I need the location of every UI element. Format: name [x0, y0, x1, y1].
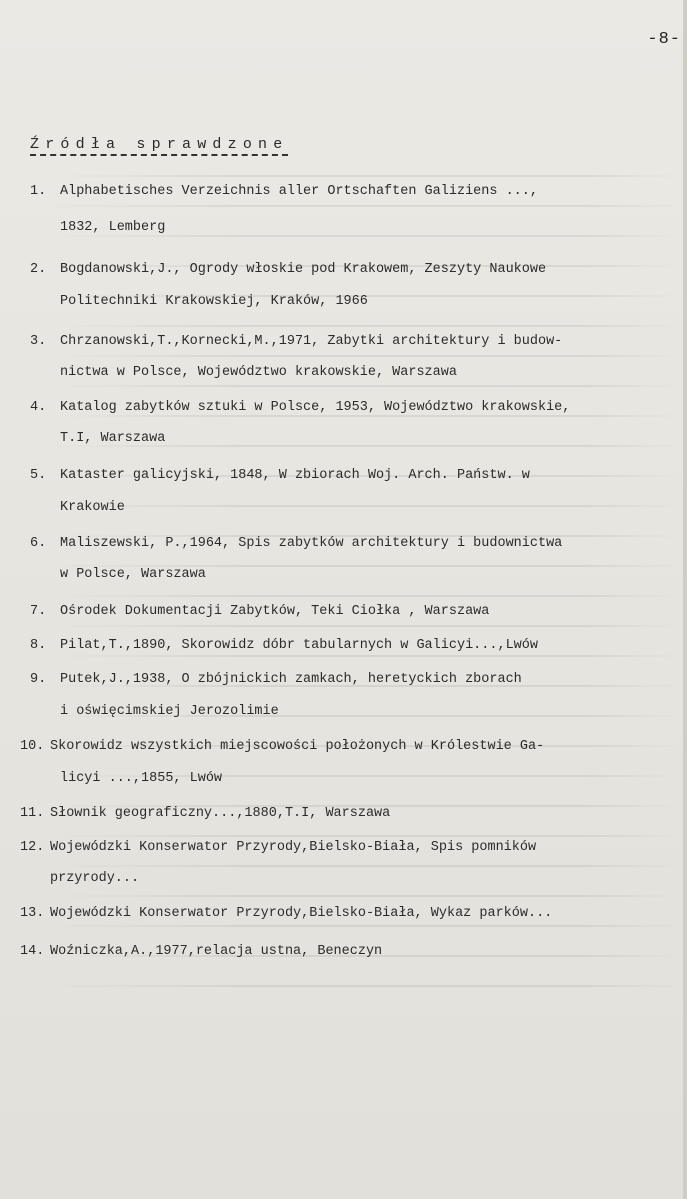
item-number: 13. — [20, 906, 45, 921]
item-text-line: Ośrodek Dokumentacji Zabytków, Teki Ciołka , Warszawa — [60, 604, 490, 619]
item-number: 10. — [20, 739, 45, 754]
item-number: 14. — [20, 944, 45, 959]
page-edge — [683, 0, 687, 1199]
item-number: 12. — [20, 840, 45, 855]
item-text-line: Woźniczka,A.,1977,relacja ustna, Beneczyn — [50, 944, 383, 959]
item-number: 3. — [30, 334, 47, 349]
item-number: 2. — [30, 262, 47, 277]
item-text-line: w Polsce, Warszawa — [60, 567, 206, 582]
item-text-line: Alphabetisches Verzeichnis aller Ortschaften Galiziens ..., — [60, 184, 538, 199]
item-text-line: Słownik geograficzny...,1880,T.I, Warszawa — [50, 806, 391, 821]
item-number: 7. — [30, 604, 47, 619]
item-text-line: Bogdanowski,J., Ogrody włoskie pod Krakowem, Zeszyty Naukowe — [60, 262, 547, 277]
item-text-line: T.I, Warszawa — [60, 431, 166, 446]
item-text-line: Putek,J.,1938, O zbójnickich zamkach, heretyckich zborach — [60, 672, 522, 687]
item-text-line: Krakowie — [60, 500, 125, 515]
item-number: 6. — [30, 536, 47, 551]
item-text-line: Maliszewski, P.,1964, Spis zabytków architektury i budownictwa — [60, 536, 563, 551]
item-number: 5. — [30, 468, 47, 483]
item-text-line: licyi ...,1855, Lwów — [60, 771, 223, 786]
item-text-line: Kataster galicyjski, 1848, W zbiorach Woj. Arch. Państw. w — [60, 468, 530, 483]
item-text-line: nictwa w Polsce, Województwo krakowskie, Warszawa — [60, 365, 457, 380]
item-text-line: Chrzanowski,T.,Kornecki,M.,1971, Zabytki architektury i budow- — [60, 334, 563, 349]
item-number: 1. — [30, 184, 47, 199]
item-text-line: Politechniki Krakowskiej, Kraków, 1966 — [60, 294, 368, 309]
item-text-line: Skorowidz wszystkich miejscowości położonych w Królestwie Ga- — [50, 739, 545, 754]
item-number: 9. — [30, 672, 47, 687]
item-text-line: i oświęcimskiej Jerozolimie — [60, 704, 279, 719]
section-heading: Źródła sprawdzone — [30, 136, 288, 156]
item-number: 4. — [30, 400, 47, 415]
item-text-line: Wojewódzki Konserwator Przyrody,Bielsko-Biała, Wykaz parków... — [50, 906, 553, 921]
item-text-line: Wojewódzki Konserwator Przyrody,Bielsko-Biała, Spis pomników — [50, 840, 537, 855]
item-number: 8. — [30, 638, 47, 653]
page-number: -8- — [647, 30, 681, 49]
item-text-line: przyrody... — [50, 871, 140, 886]
item-text-line: 1832, Lemberg — [60, 220, 166, 235]
item-text-line: Katalog zabytków sztuki w Polsce, 1953, Województwo krakowskie, — [60, 400, 571, 415]
item-number: 11. — [20, 806, 45, 821]
item-text-line: Pilat,T.,1890, Skorowidz dóbr tabularnych w Galicyi...,Lwów — [60, 638, 538, 653]
